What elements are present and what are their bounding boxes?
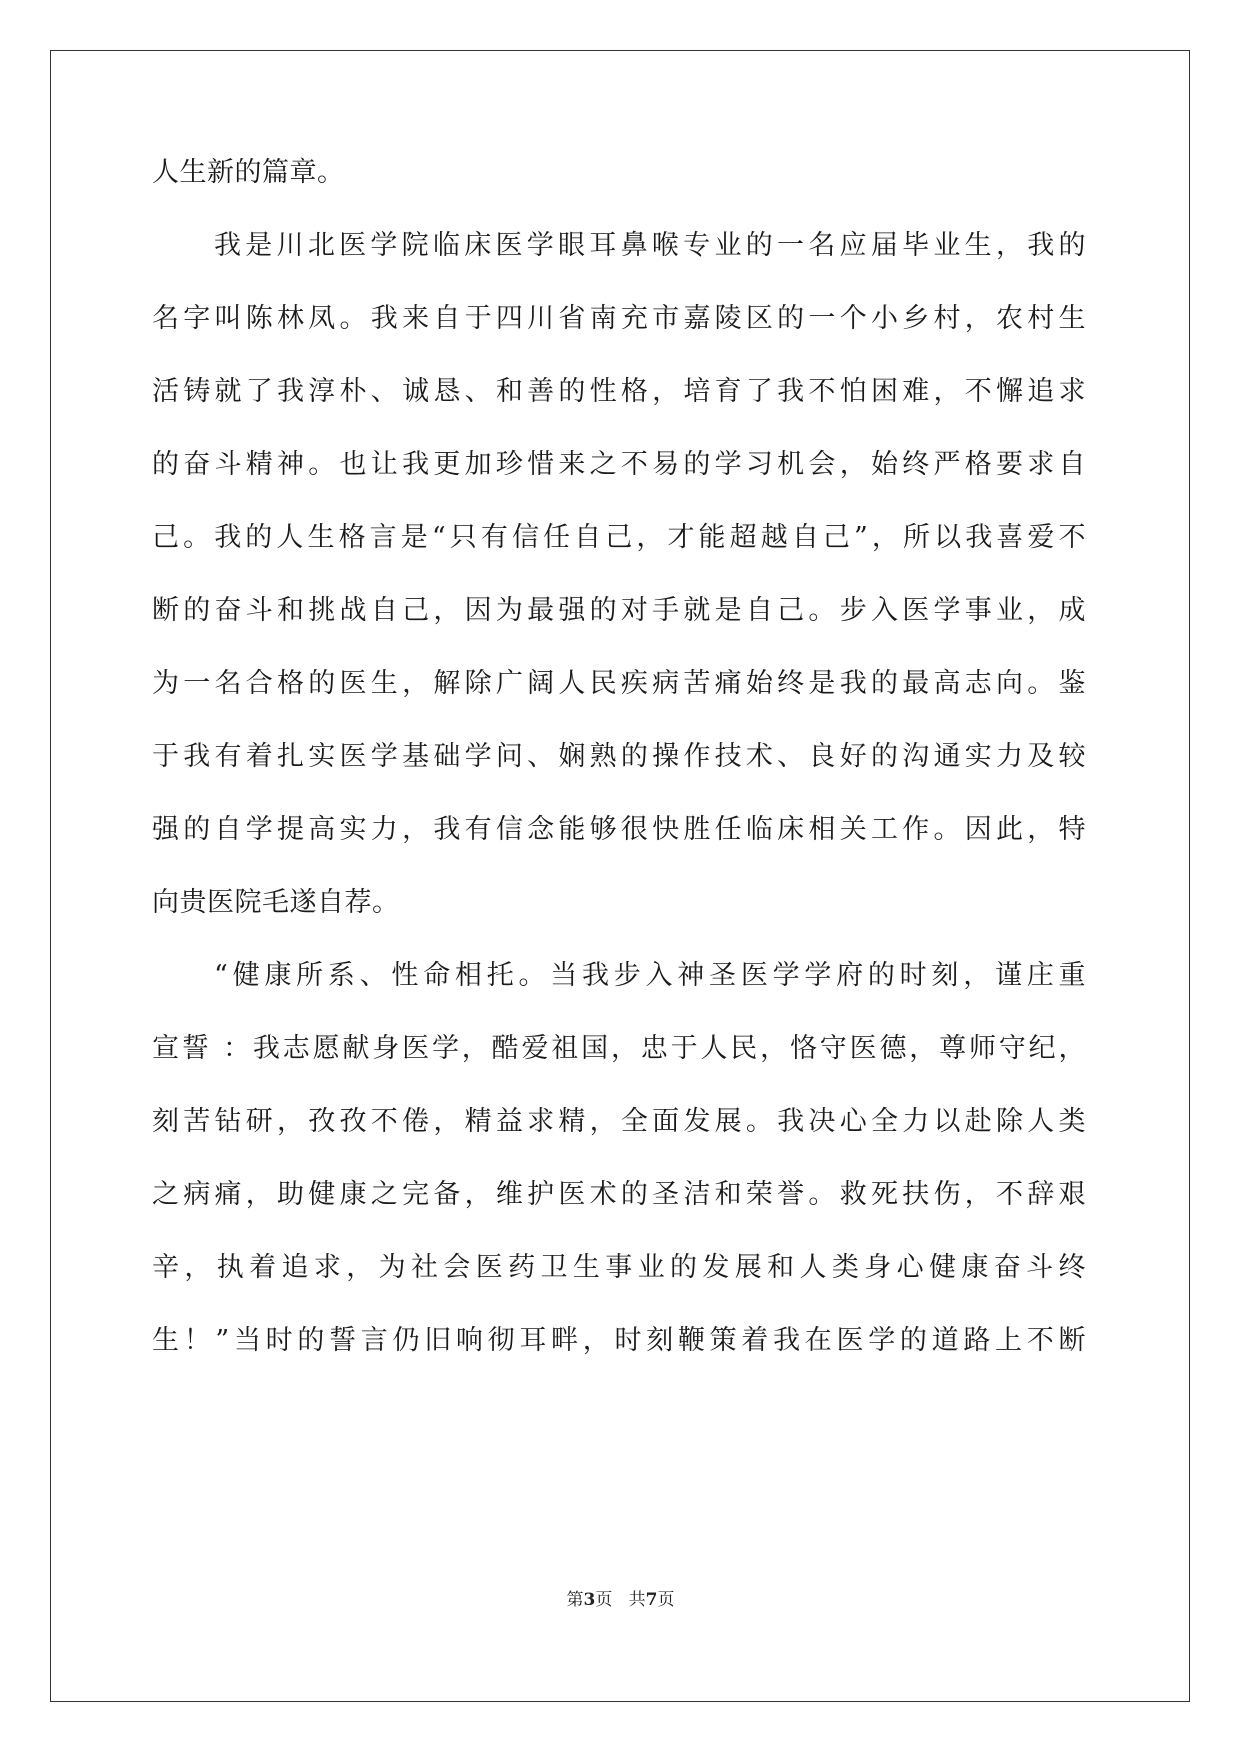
text-line: 名字叫陈林凤。我来自于四川省南充市嘉陵区的一个小乡村，农村生 bbox=[152, 303, 1086, 334]
text-line: 断的奋斗和挑战自己，因为最强的对手就是自己。步入医学事业，成 bbox=[152, 595, 1086, 626]
text-line: “健康所系、性命相托。当我步入神圣医学学府的时刻，谨庄重 bbox=[214, 960, 1086, 991]
text-line: 向贵医院毛遂自荐。 bbox=[152, 887, 400, 918]
footer-total-unit: 页 bbox=[657, 1590, 675, 1610]
text-line: 之病痛，助健康之完备，维护医术的圣洁和荣誉。救死扶伤，不辞艰 bbox=[152, 1179, 1086, 1210]
total-page-count: 7 bbox=[645, 1590, 658, 1610]
footer-total-prefix: 共 bbox=[628, 1590, 646, 1610]
text-line: 人生新的篇章。 bbox=[152, 157, 345, 188]
text-line: 生！”当时的誓言仍旧响彻耳畔，时刻鞭策着我在医学的道路上不断 bbox=[152, 1325, 1086, 1356]
text-line: 己。我的人生格言是“只有信任自己，才能超越自己”，所以我喜爱不 bbox=[152, 522, 1086, 553]
text-line: 为一名合格的医生，解除广阔人民疾病苦痛始终是我的最高志向。鉴 bbox=[152, 668, 1086, 699]
text-line: 活铸就了我淳朴、诚恳、和善的性格，培育了我不怕困难，不懈追求 bbox=[152, 376, 1086, 407]
page-footer bbox=[0, 1588, 1241, 1612]
current-page-number: 3 bbox=[583, 1590, 596, 1610]
page-border bbox=[50, 50, 1190, 1702]
text-line: 我是川北医学院临床医学眼耳鼻喉专业的一名应届毕业生，我的 bbox=[214, 230, 1086, 261]
text-line: 宣誓 ：我志愿献身医学，酷爱祖国，忠于人民，恪守医德，尊师守纪， bbox=[152, 1033, 1086, 1064]
footer-page-unit: 页 bbox=[595, 1590, 613, 1610]
text-line: 强的自学提高实力，我有信念能够很快胜任临床相关工作。因此，特 bbox=[152, 814, 1086, 845]
footer-prefix: 第 bbox=[566, 1590, 584, 1610]
text-line: 辛，执着追求，为社会医药卫生事业的发展和人类身心健康奋斗终 bbox=[152, 1252, 1086, 1283]
text-line: 的奋斗精神。也让我更加珍惜来之不易的学习机会，始终严格要求自 bbox=[152, 449, 1086, 480]
text-line: 刻苦钻研，孜孜不倦，精益求精，全面发展。我决心全力以赴除人类 bbox=[152, 1106, 1086, 1137]
text-line: 于我有着扎实医学基础学问、娴熟的操作技术、良好的沟通实力及较 bbox=[152, 741, 1086, 772]
